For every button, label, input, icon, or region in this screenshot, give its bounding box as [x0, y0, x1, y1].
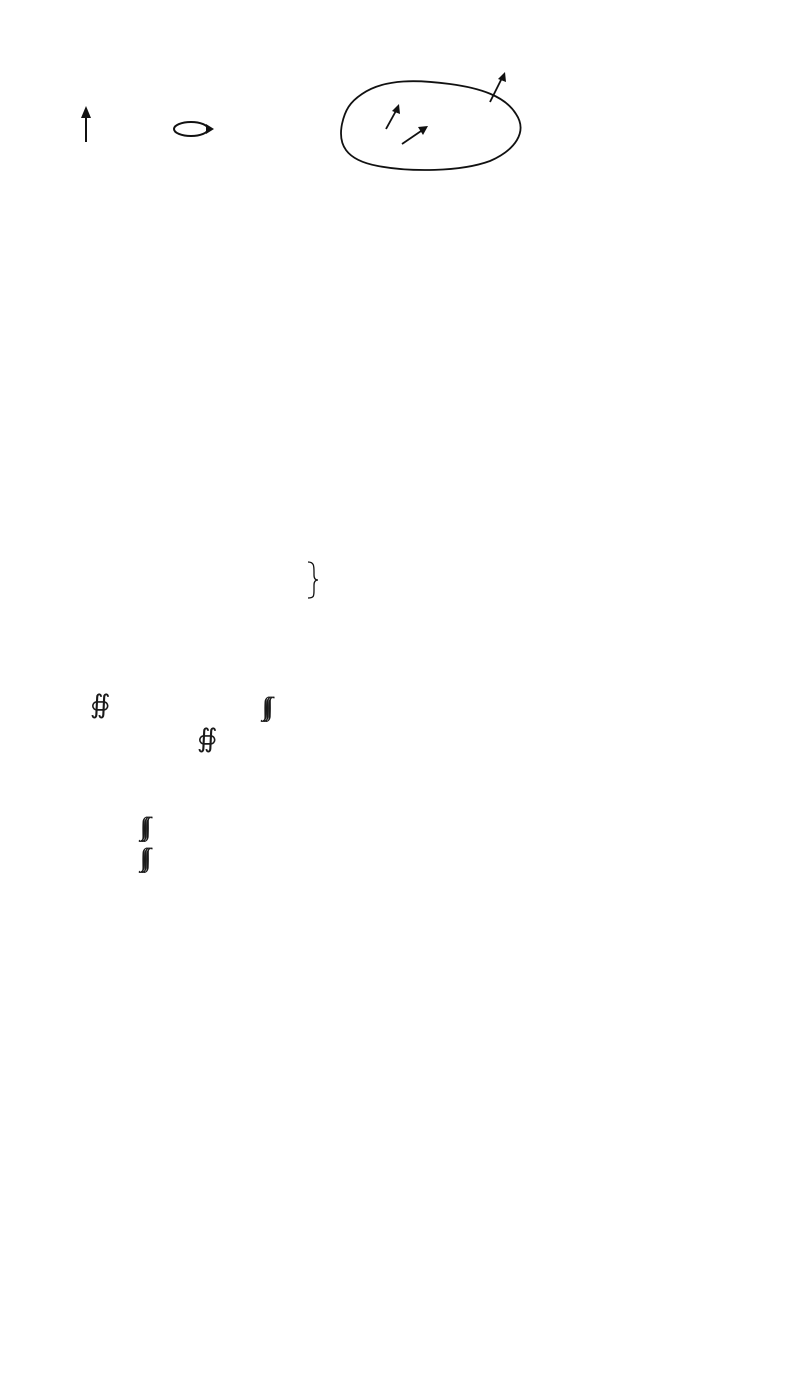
curl-brace: [306, 560, 320, 600]
magnetic-current-arrowhead: [81, 106, 91, 118]
m-vector-arrowhead: [418, 126, 428, 135]
equation-curl-system: [168, 558, 428, 602]
eq38-integral-1: ∫∫∫: [140, 812, 147, 841]
equation-3-8: [140, 810, 565, 874]
figure-3-4-drawing: [300, 66, 580, 176]
current-loop: [174, 122, 208, 136]
figure-3-3: [18, 96, 288, 236]
current-loop-arrowhead: [206, 124, 214, 134]
figure-3-4: [300, 66, 580, 216]
j-vector-arrowhead: [392, 104, 400, 114]
figure-3-3-drawing: [18, 96, 288, 176]
volume-integral-symbol: ∫∫∫: [262, 692, 269, 721]
eq37-surface-integral-symbol: ∯: [197, 724, 218, 753]
normal-vector-arrowhead: [498, 72, 506, 82]
closed-surface-integral-symbol: ∯: [90, 690, 111, 719]
equation-3-7: [19, 724, 564, 762]
equation-energy: [88, 690, 608, 732]
eq38-integral-2: ∫∫∫: [140, 843, 147, 872]
